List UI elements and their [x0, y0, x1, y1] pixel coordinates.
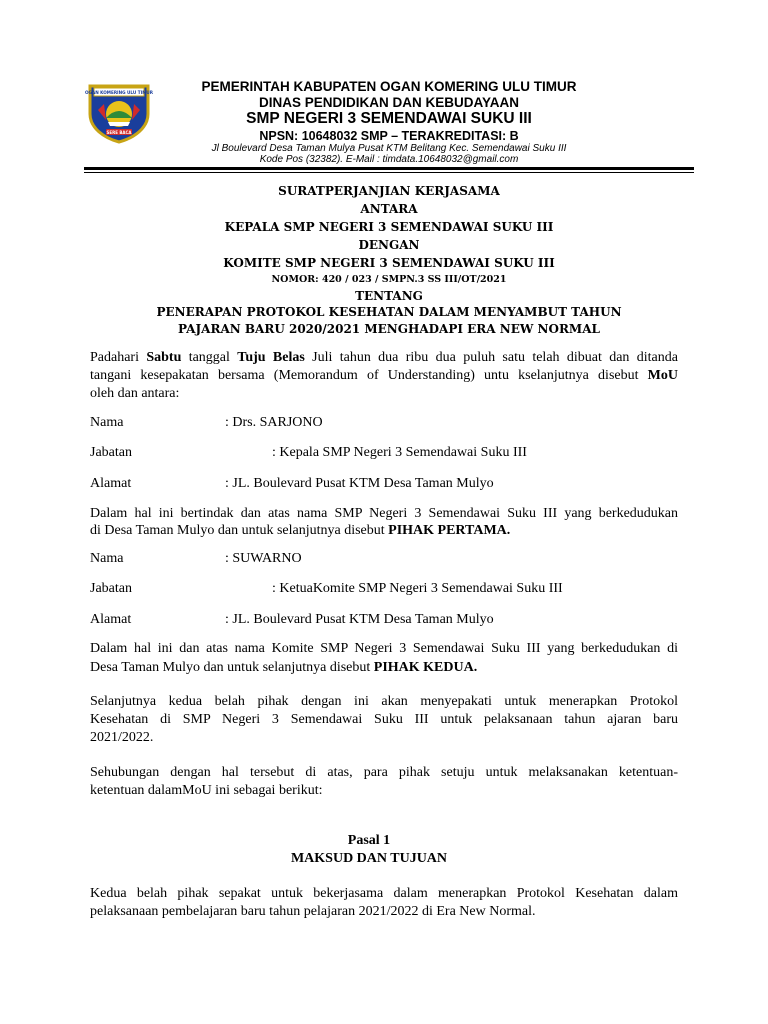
title-subject-line2: PAJARAN BARU 2020/2021 MENGHADAPI ERA NEW NORMAL: [178, 322, 600, 336]
pasal1-line-2: pelaksanaan pembelajaran baru tahun pelajaran 2021/2022 di Era New Normal.: [90, 904, 536, 919]
party2-address-value: : JL. Boulevard Pusat KTM Desa Taman Mulyo: [225, 612, 494, 627]
pasal1-heading: MAKSUD DAN TUJUAN: [290, 851, 448, 866]
regency-logo: [84, 80, 154, 144]
title-party-two: KOMITE SMP NEGERI 3 SEMENDAWAI SUKU III: [223, 256, 555, 270]
logo-motto-text: SERE BACA: [106, 130, 132, 135]
title-between: ANTARA: [360, 202, 418, 216]
party2-name-label: Nama: [90, 551, 124, 566]
letterhead-thick-rule: [84, 167, 694, 170]
party2-name-value: : SUWARNO: [225, 551, 302, 566]
party2-position-value: : KetuaKomite SMP Negeri 3 Semendawai Suku III: [272, 581, 563, 596]
intro-line-1: Padahari Sabtu tanggal Tuju Belas Juli tahun dua ribu dua puluh satu telah dibuat dan ditanda: [90, 350, 678, 365]
closing-line-1: Sehubungan dengan hal tersebut di atas, para pihak setuju untuk melaksanakan ketentuan-: [90, 765, 678, 780]
kop-department-line: DINAS PENDIDIKAN DAN KEBUDAYAAN: [258, 95, 520, 110]
party1-desc-line-2: di Desa Taman Mulyo dan untuk selanjutnya disebut PIHAK PERTAMA.: [90, 523, 511, 538]
title-about: TENTANG: [355, 289, 423, 303]
agreement-line-2: Kesehatan di SMP Negeri 3 Semendawai Suku III untuk pelaksanaan tahun ajaran baru: [90, 712, 678, 727]
party1-desc-line-1: Dalam hal ini bertindak dan atas nama SMP Negeri 3 Semendawai Suku III yang berkedudukan: [90, 506, 678, 521]
party1-position-value: : Kepala SMP Negeri 3 Semendawai Suku III: [272, 445, 527, 460]
party1-address-value: : JL. Boulevard Pusat KTM Desa Taman Mulyo: [225, 476, 494, 491]
closing-line-2: ketentuan dalamMoU ini sebagai berikut:: [90, 783, 323, 798]
document-number: NOMOR: 420 / 023 / SMPN.3 SS III/OT/2021: [271, 274, 507, 285]
party2-designation: PIHAK KEDUA.: [373, 660, 478, 675]
party1-address-label: Alamat: [90, 476, 132, 491]
party1-name-label: Nama: [90, 415, 124, 430]
kop-government-line: PEMERINTAH KABUPATEN OGAN KOMERING ULU TIMUR: [201, 79, 577, 94]
party2-desc-line-1: Dalam hal ini dan atas nama Komite SMP Negeri 3 Semendawai Suku III yang berkedudukan di: [90, 641, 678, 656]
kop-school-name: SMP NEGERI 3 SEMENDAWAI SUKU III: [246, 110, 532, 127]
logo-ribbon-text: OGAN KOMERING ULU TIMUR: [84, 90, 154, 95]
pasal1-line-1: Kedua belah pihak sepakat untuk bekerjasama dalam menerapkan Protokol Kesehatan dalam: [90, 886, 678, 901]
kop-npsn-line: NPSN: 10648032 SMP – TERAKREDITASI: B: [259, 129, 519, 143]
intro-date: Tuju Belas: [237, 350, 305, 365]
title-with: DENGAN: [358, 238, 420, 252]
intro-mou: MoU: [647, 368, 678, 383]
intro-day: Sabtu: [146, 350, 182, 365]
agreement-line-1: Selanjutnya kedua belah pihak dengan ini akan menyepakati untuk menerapkan Protokol: [90, 694, 678, 709]
kop-contact-line: Kode Pos (32382). E-Mail : timdata.10648032@gmail.com: [259, 154, 519, 165]
letterhead-thin-rule: [84, 172, 694, 173]
title-subject-line1: PENERAPAN PROTOKOL KESEHATAN DALAM MENYAMBUT TAHUN: [156, 305, 622, 319]
kop-address-line: Jl Boulevard Desa Taman Mulya Pusat KTM Belitang Kec. Semendawai Suku III: [211, 143, 567, 154]
agreement-line-3: 2021/2022.: [90, 730, 154, 745]
party1-designation: PIHAK PERTAMA.: [388, 523, 511, 538]
intro-line-2: tangani kesepakatan bersama (Memorandum of Understanding) untu kselanjutnya disebut MoU: [90, 368, 678, 383]
party2-address-label: Alamat: [90, 612, 132, 627]
party2-desc-line-2: Desa Taman Mulyo dan untuk selanjutnya disebut PIHAK KEDUA.: [90, 660, 478, 675]
intro-line-3: oleh dan antara:: [90, 386, 180, 401]
title-party-one: KEPALA SMP NEGERI 3 SEMENDAWAI SUKU III: [224, 220, 554, 234]
party1-position-label: Jabatan: [90, 445, 132, 460]
party2-position-label: Jabatan: [90, 581, 132, 596]
party1-name-value: : Drs. SARJONO: [225, 415, 323, 430]
pasal1-number: Pasal 1: [347, 833, 391, 848]
title-agreement: SURATPERJANJIAN KERJASAMA: [278, 184, 500, 198]
